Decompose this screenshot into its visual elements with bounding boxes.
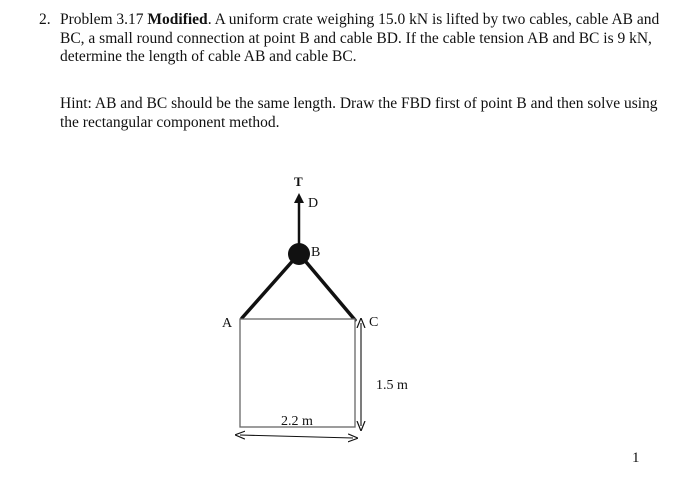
hint-text: Hint: AB and BC should be the same length. Draw the FBD first of point B and then solve using the rectangular component method. [60, 95, 658, 131]
cable-bc [301, 256, 355, 320]
problem-lead: Problem 3.17 [60, 11, 148, 28]
problem-modified-label: Modified [147, 11, 208, 28]
crate [240, 319, 355, 427]
cable-ab [242, 256, 297, 318]
page-number: 1 [632, 450, 640, 466]
connection-point-b [288, 243, 310, 265]
label-b: B [311, 245, 321, 260]
label-a: A [222, 316, 233, 331]
width-label: 2.2 m [281, 414, 313, 429]
label-t: T [294, 174, 303, 189]
label-c: C [369, 315, 379, 330]
label-d: D [308, 196, 319, 211]
width-dimension-arrow [240, 435, 353, 438]
height-label: 1.5 m [376, 378, 408, 393]
problem-description: . A uniform crate weighing 15.0 kN is lifted by two cables, cable AB and BC, a small round connection at point B and cable BD. If the cable tension AB and BC is 9 kN, determine the length of cable AB and cable BC. [60, 11, 660, 65]
problem-number: 2. [39, 11, 51, 28]
